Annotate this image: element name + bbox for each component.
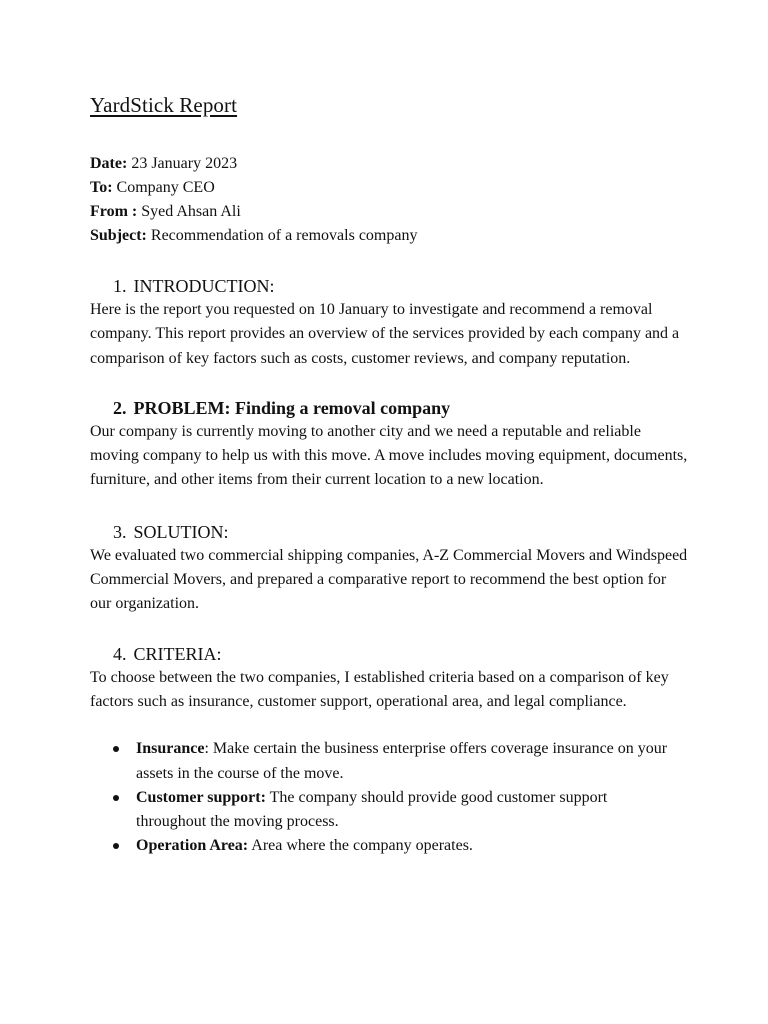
section-criteria bbox=[90, 642, 690, 859]
section-body: Here is the report you requested on 10 January to investigate and recommend a removal company. This report provides an overview of the services provided by each company and a comparison of key factors such as costs, customer reviews, and company reputation. bbox=[90, 301, 680, 367]
criterion-text: Area where the company operates. bbox=[248, 837, 473, 855]
subject-line bbox=[90, 224, 690, 248]
criterion-label: Customer support: bbox=[136, 788, 266, 806]
bullet-icon bbox=[113, 795, 119, 801]
from-line bbox=[90, 200, 690, 224]
section-introduction bbox=[90, 274, 690, 371]
section-number: 2. bbox=[113, 397, 127, 418]
subject-value: Recommendation of a removals company bbox=[146, 227, 418, 244]
date-line bbox=[90, 152, 690, 176]
memo-header bbox=[90, 152, 690, 248]
section-body: We evaluated two commercial shipping companies, A-Z Commercial Movers and Windspeed Commercial Movers, and prepared a comparative report to recommend the best option for our organization. bbox=[90, 546, 688, 613]
section-body: Our company is currently moving to another city and we need a reputable and reliable moving company to help us with this move. A move includes moving equipment, documents, furniture, and other items from their current location to a new location. bbox=[90, 422, 688, 489]
section-title: SOLUTION: bbox=[133, 521, 229, 542]
criterion-label: Insurance bbox=[136, 740, 205, 758]
criterion-label: Operation Area: bbox=[136, 837, 249, 855]
section-title: PROBLEM: Finding a removal company bbox=[133, 397, 451, 418]
section-heading bbox=[90, 520, 690, 544]
section-number: 1. bbox=[113, 276, 127, 296]
to-line bbox=[90, 176, 690, 200]
bullet-icon bbox=[113, 746, 119, 752]
subject-label: Subject: bbox=[90, 227, 147, 244]
to-label: To: bbox=[90, 179, 113, 196]
section-problem bbox=[90, 396, 690, 493]
date-value: 23 January 2023 bbox=[127, 155, 238, 172]
criterion-text: : Make certain the business enterprise offers coverage insurance on your assets in the course of the move. bbox=[136, 740, 668, 782]
list-item bbox=[113, 737, 676, 786]
from-label: From : bbox=[90, 203, 138, 220]
to-value: Company CEO bbox=[112, 179, 215, 196]
section-heading bbox=[90, 274, 690, 298]
section-solution bbox=[90, 520, 690, 617]
document-page bbox=[90, 93, 690, 884]
report-title: YardStick Report bbox=[90, 93, 238, 117]
section-number: 4. bbox=[113, 643, 127, 664]
list-item bbox=[113, 834, 676, 858]
criteria-list bbox=[90, 737, 690, 858]
section-number: 3. bbox=[113, 521, 127, 542]
section-body: To choose between the two companies, I established criteria based on a comparison of key factors such as insurance, customer support, operational area, and legal compliance. bbox=[90, 668, 669, 710]
criterion-text: The company should provide good customer support throughout the moving process. bbox=[136, 788, 608, 831]
section-heading bbox=[90, 396, 690, 420]
section-heading bbox=[90, 642, 690, 666]
list-item bbox=[113, 786, 676, 835]
from-value: Syed Ahsan Ali bbox=[137, 203, 241, 220]
bullet-icon bbox=[113, 843, 119, 849]
section-title: CRITERIA: bbox=[133, 643, 222, 664]
date-label: Date: bbox=[90, 155, 128, 172]
section-title: INTRODUCTION: bbox=[133, 276, 275, 296]
